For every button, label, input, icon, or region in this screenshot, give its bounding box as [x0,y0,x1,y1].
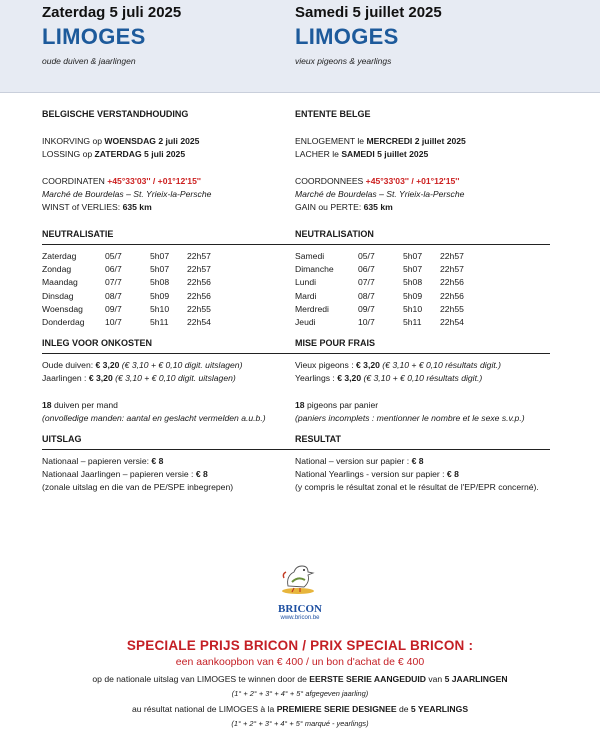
end-time: 22h56 [440,290,464,301]
end-time: 22h56 [440,277,464,288]
race-category-fr: vieux pigeons & yearlings [295,56,392,66]
release-date: ZATERDAG 5 juli 2025 [94,149,186,159]
day-name: Dimanche [295,264,334,275]
basketing-line [295,135,550,148]
bricon-logo [263,560,337,621]
distance-value: 635 km [122,202,152,212]
per-basket-line [295,399,550,412]
end-time: 22h57 [187,264,211,275]
coordinates-label: COORDONNEES [295,176,366,186]
distance-value: 635 km [363,202,393,212]
promo-note-fr: (1° + 2° + 3° + 4° + 5° marqué - yearlings) [231,719,369,728]
result-label: Nationaal Jaarlingen – papieren versie : [42,469,196,480]
coordinates-line [295,175,550,188]
per-basket-line [42,399,297,412]
fee-label: Oude duiven: [42,360,96,371]
race-city-nl: LIMOGES [42,24,146,49]
race-date-nl: Zaterdag 5 juli 2025 [42,4,182,21]
day-date: 05/7 [105,251,122,262]
distance-label: GAIN ou PERTE: [295,202,364,212]
start-time: 5h09 [150,290,170,301]
header-right [295,4,442,66]
day-name: Dinsdag [42,290,74,301]
per-basket-count: 18 [42,400,52,411]
day-date: 07/7 [105,277,122,288]
neutralisation-row [295,303,464,316]
start-time: 5h10 [150,303,170,314]
fee-price: € 3,20 [95,360,120,371]
end-time: 22h57 [440,264,464,275]
start-time: 5h07 [403,251,423,262]
start-time: 5h10 [403,303,423,314]
day-date: 06/7 [358,264,375,275]
release-date: SAMEDI 5 juillet 2025 [341,149,429,159]
promo-text: van [425,674,445,684]
day-date: 05/7 [358,251,375,262]
basketing-line [42,135,297,148]
org-title: BELGISCHE VERSTANDHOUDING [42,109,189,119]
end-time: 22h56 [187,277,211,288]
distance-line [295,201,550,214]
result-price: € 8 [446,469,459,480]
result-price: € 8 [411,456,424,467]
release-label: LOSSING op [42,149,95,159]
start-time: 5h08 [403,277,423,288]
per-basket-text: pigeons par panier [304,400,379,411]
day-name: Mardi [295,290,317,301]
fee-yearlings [42,372,297,385]
release-location: Marché de Bourdelas – St. Yrieix-la-Persche [42,189,212,199]
neutralisation-table [295,250,464,329]
end-time: 22h55 [440,303,464,314]
fee-note: (€ 3,10 + € 0,10 résultats digit.) [361,373,483,384]
coordinates-value: +45°33'03'' / +01°12'15'' [365,176,460,186]
race-category-nl: oude duiven & jaarlingen [42,56,136,66]
neutralisation-title: NEUTRALISATION [295,228,550,245]
org-title: ENTENTE BELGE [295,109,371,119]
result-price: € 8 [151,456,164,467]
coordinates-value: +45°33'03'' / +01°12'15'' [107,176,201,186]
race-city-fr: LIMOGES [295,24,399,49]
fee-old-birds [42,359,297,372]
coordinates-line [42,175,297,188]
result-note: (zonale uitslag en die van de PE/SPE inbegrepen) [42,482,234,493]
neutralisation-row [295,316,464,329]
end-time: 22h57 [187,251,211,262]
neutralisation-row [42,316,211,329]
result-note: (y compris le résultat zonal et le résultat de l'EP/EPR concerné). [295,482,539,493]
basketing-date: WOENSDAG 2 juli 2025 [104,136,200,146]
day-name: Zondag [42,264,72,275]
day-date: 09/7 [358,303,375,314]
end-time: 22h54 [440,317,464,328]
result-national-yearlings [295,468,550,481]
neutralisation-title: NEUTRALISATIE [42,228,297,245]
start-time: 5h11 [403,317,422,328]
promo-bold: PREMIERE SERIE DESIGNEE [276,704,397,714]
day-name: Jeudi [295,317,316,328]
results-title: UITSLAG [42,433,297,450]
start-time: 5h07 [150,251,170,262]
fee-price: € 3,20 [356,360,380,371]
fee-price: € 3,20 [88,373,113,384]
day-name: Donderdag [42,317,85,328]
fee-title: MISE POUR FRAIS [295,337,550,354]
neutralisation-row [42,250,211,263]
neutralisation-row [295,290,464,303]
race-date-fr: Samedi 5 juillet 2025 [295,4,442,21]
result-national [42,455,297,468]
start-time: 5h07 [150,264,170,275]
day-date: 08/7 [358,290,375,301]
neutralisation-row [295,276,464,289]
promo-note-nl: (1° + 2° + 3° + 4° + 5° afgegeven jaarling) [231,689,369,698]
day-name: Samedi [295,251,325,262]
coordinates-label: COORDINATEN [42,176,108,186]
per-basket-note: (paniers incomplets : mentionner le nombre et le sexe s.v.p.) [295,413,525,424]
fee-label: Vieux pigeons : [295,360,356,371]
end-time: 22h55 [187,303,211,314]
release-label: LACHER le [295,149,342,159]
day-name: Lundi [295,277,317,288]
result-label: National – version sur papier : [295,456,412,467]
end-time: 22h57 [440,251,464,262]
result-label: National Yearlings - version sur papier : [295,469,447,480]
start-time: 5h09 [403,290,423,301]
result-label: Nationaal – papieren versie: [42,456,152,467]
results-title: RESULTAT [295,433,550,450]
fee-price: € 3,20 [337,373,362,384]
promo-bold: 5 YEARLINGS [410,704,469,714]
fee-note: (€ 3,10 + € 0,10 digit. uitslagen) [119,360,243,371]
day-date: 08/7 [105,290,122,301]
neutralisation-row [42,290,211,303]
logo-url: www.bricon.be [280,615,320,621]
neutralisation-row [295,263,464,276]
day-date: 07/7 [358,277,375,288]
per-basket-count: 18 [295,400,305,411]
promo-section [0,638,600,728]
neutralisation-row [295,250,464,263]
day-name: Merdredi [295,303,329,314]
pigeon-icon [278,560,322,596]
column-dutch [42,108,297,494]
release-location: Marché de Bourdelas – St. Yrieix-la-Persche [295,189,465,199]
basketing-label: INKORVING op [42,136,105,146]
neutralisation-row [42,276,211,289]
promo-bold: EERSTE SERIE AANGEDUID [309,674,426,684]
header-band [0,0,600,93]
day-date: 06/7 [105,264,122,275]
promo-line-nl [0,674,600,684]
result-national-yearlings [42,468,297,481]
end-time: 22h54 [187,317,211,328]
day-date: 10/7 [105,317,122,328]
day-name: Zaterdag [42,251,77,262]
per-basket-note: (onvolledige manden: aantal en geslacht vermelden a.u.b.) [42,413,266,424]
day-name: Woensdag [42,303,83,314]
promo-line-fr [0,704,600,714]
promo-bold: 5 JAARLINGEN [444,674,508,684]
basketing-date: MERCREDI 2 juillet 2025 [366,136,466,146]
day-name: Maandag [42,277,78,288]
promo-text: au résultat national de LIMOGES à la [131,704,277,714]
release-line [42,148,297,161]
start-time: 5h07 [403,264,423,275]
day-date: 10/7 [358,317,375,328]
fee-old-birds [295,359,550,372]
promo-subtitle: een aankoopbon van € 400 / un bon d'achat de € 400 [175,656,425,668]
neutralisation-row [42,263,211,276]
start-time: 5h11 [150,317,169,328]
promo-title: SPECIALE PRIJS BRICON / PRIX SPECIAL BRICON : [126,638,474,653]
result-price: € 8 [195,469,208,480]
fee-note: (€ 3,10 + € 0,10 résultats digit.) [379,360,502,371]
fee-note: (€ 3,10 + € 0,10 digit. uitslagen) [112,373,236,384]
promo-text: de [396,704,411,714]
end-time: 22h56 [187,290,211,301]
logo-name: BRICON [277,603,322,615]
basketing-label: ENLOGEMENT le [295,136,367,146]
neutralisation-table [42,250,211,329]
neutralisation-row [42,303,211,316]
fee-label: Yearlings : [295,373,338,384]
day-date: 09/7 [105,303,122,314]
fee-yearlings [295,372,550,385]
promo-text: op de nationale uitslag van LIMOGES te winnen door de [92,674,310,684]
distance-line [42,201,297,214]
header-left [42,4,181,66]
start-time: 5h08 [150,277,170,288]
fee-label: Jaarlingen : [42,373,89,384]
distance-label: WINST of VERLIES: [42,202,123,212]
fee-title: INLEG VOOR ONKOSTEN [42,337,297,354]
column-french [295,108,550,494]
per-basket-text: duiven per mand [51,400,118,411]
release-line [295,148,550,161]
result-national [295,455,550,468]
